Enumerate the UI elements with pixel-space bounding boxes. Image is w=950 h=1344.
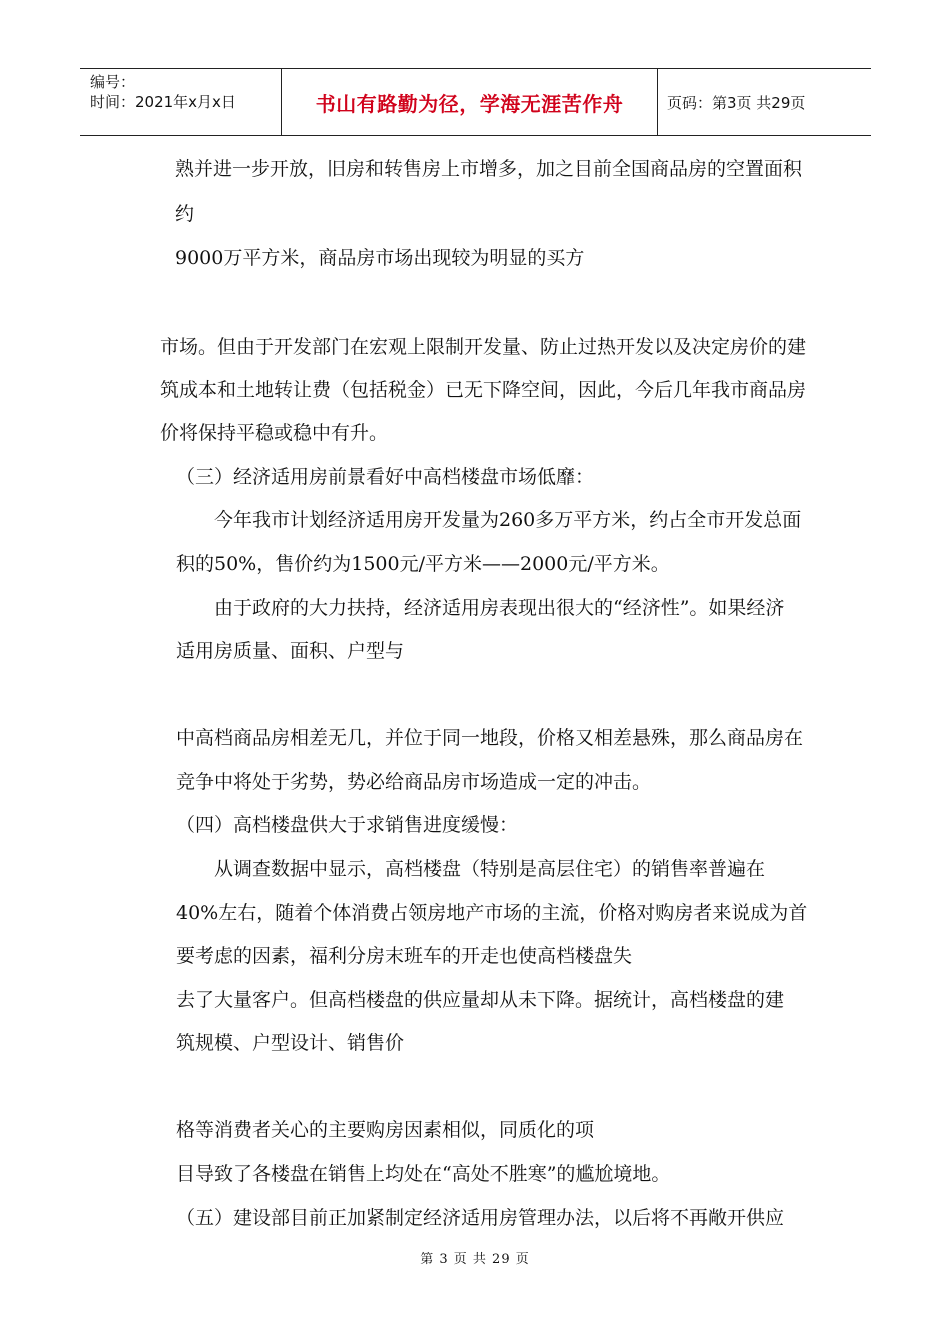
body-line: 格等消费者关心的主要购房因素相似，同质化的项 [176,1119,595,1141]
body-line: 价将保持平稳或稳中有升。 [160,422,389,444]
body-line: 竞争中将处于劣势，势必给商品房市场造成一定的冲击。 [176,771,652,793]
body-line: 去了大量客户。但高档楼盘的供应量却从未下降。据统计，高档楼盘的建 [176,989,785,1011]
header-motto-cell [282,69,658,135]
header-motto: 书山有路勤为径，学海无涯苦作舟 [315,91,624,116]
body-line: 筑成本和土地转让费（包括税金）已无下降空间，因此，今后几年我市商品房 [160,379,807,401]
body-line: 40%左右，随着个体消费占领房地产市场的主流，价格对购房者来说成为首 [176,902,808,924]
body-line: 适用房质量、面积、户型与 [176,640,405,662]
document-time-label: 时间：2021年x月x日 [90,93,236,111]
section-heading: （四）高档楼盘供大于求销售进度缓慢： [176,814,519,836]
body-line: 筑规模、户型设计、销售价 [176,1032,405,1054]
body-line: 从调查数据中显示，高档楼盘（特别是高层住宅）的销售率普遍在 [214,858,766,880]
body-line: 熟并进一步开放，旧房和转售房上市增多，加之目前全国商品房的空置面积 [175,158,803,180]
body-line: 市场。但由于开发部门在宏观上限制开发量、防止过热开发以及决定房价的建 [160,336,807,358]
body-line: 今年我市计划经济适用房开发量为260多万平方米，约占全市开发总面 [214,509,802,531]
body-line: 约 [175,203,195,225]
page-header [80,68,871,136]
header-page-label: 页码：第3页 共29页 [667,93,806,112]
body-line: 要考虑的因素，福利分房末班车的开走也使高档楼盘失 [176,945,633,967]
section-heading: （三）经济适用房前景看好中高档楼盘市场低靡： [176,466,595,488]
body-line: 9000万平方米，商品房市场出现较为明显的买方 [175,247,585,269]
document-number-label: 编号： [90,73,136,91]
body-line: 由于政府的大力扶持，经济适用房表现出很大的“经济性”。如果经济 [214,597,785,619]
header-page-cell [658,69,871,135]
body-line: 目导致了各楼盘在销售上均处在“高处不胜寒”的尴尬境地。 [176,1163,671,1185]
body-line: 积的50%，售价约为1500元/平方米——2000元/平方米。 [176,553,670,575]
section-heading: （五）建设部目前正加紧制定经济适用房管理办法，以后将不再敞开供应 [176,1207,785,1229]
page-footer: 第 3 页 共 29 页 [420,1252,530,1267]
body-line: 中高档商品房相差无几，并位于同一地段，价格又相差悬殊，那么商品房在 [176,727,804,749]
header-meta [80,69,282,135]
